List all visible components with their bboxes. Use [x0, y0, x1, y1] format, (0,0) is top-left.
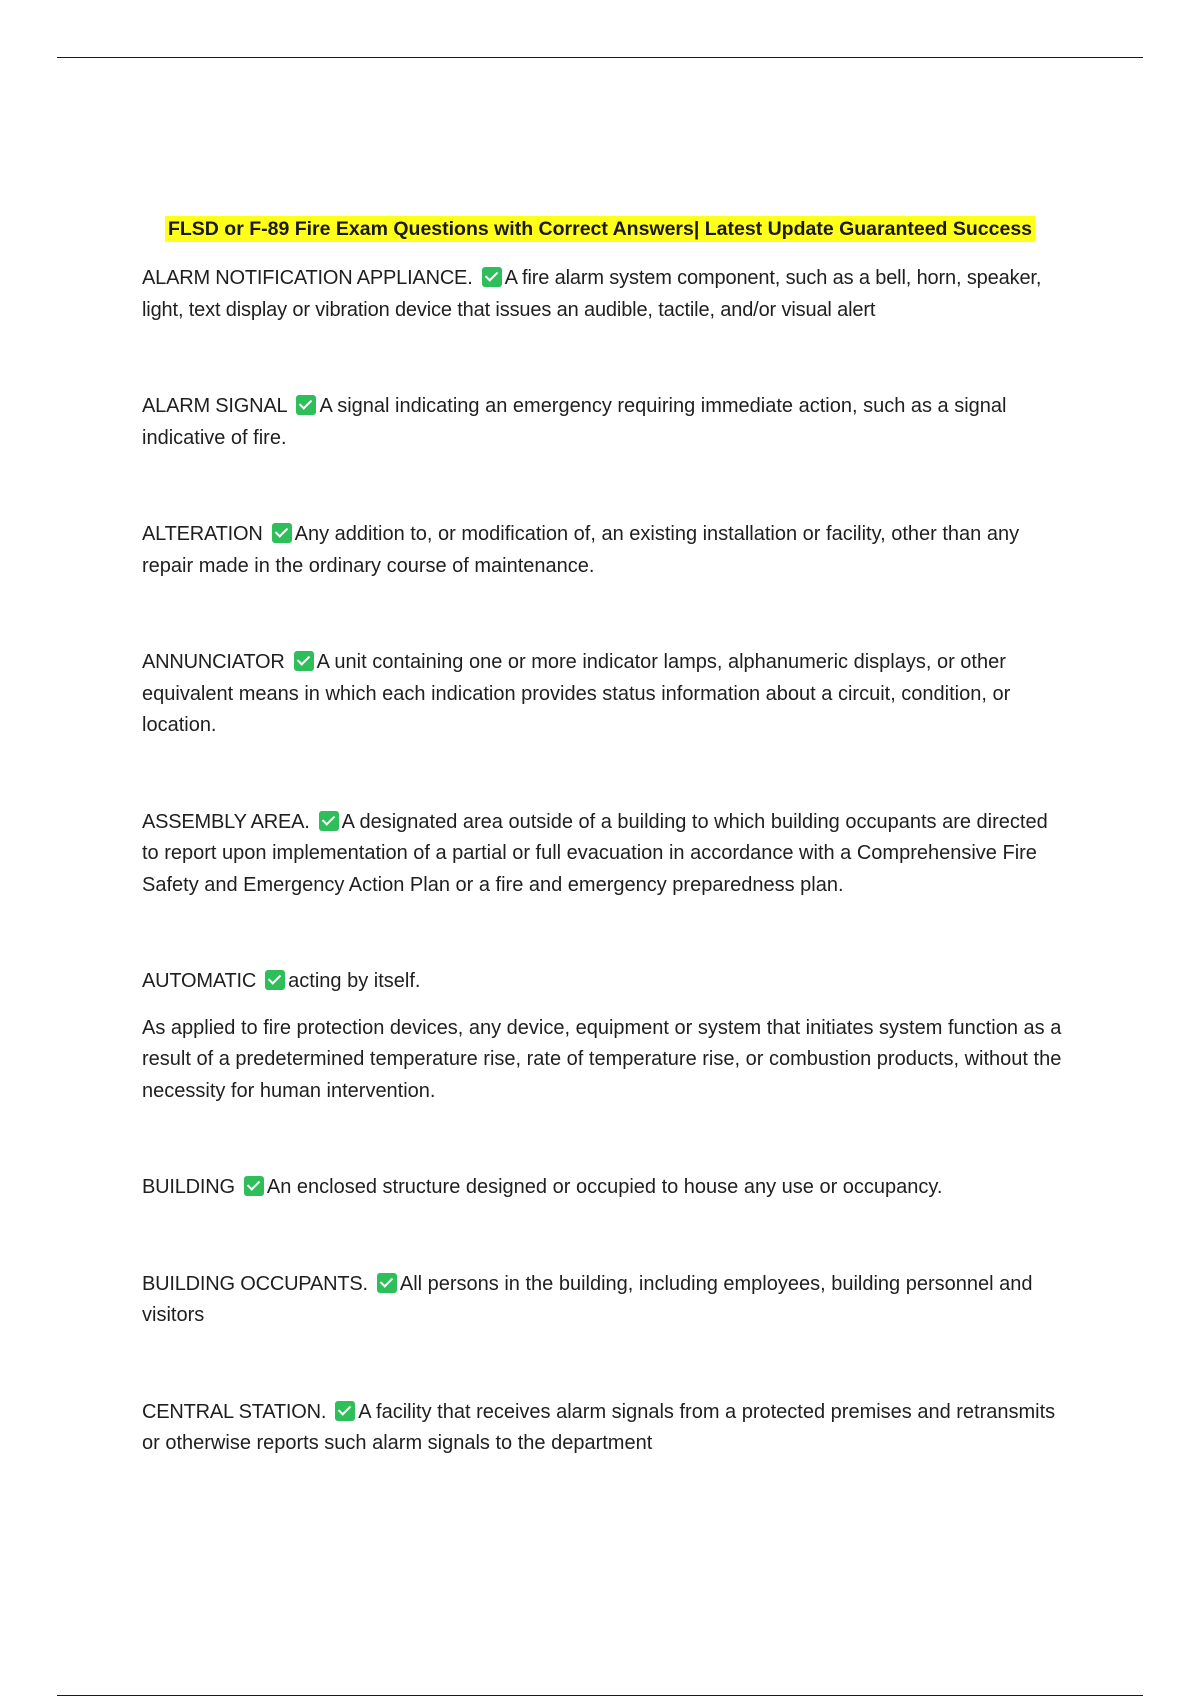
entry-definition: A fire alarm system component, such as a bell, horn, speaker, light, text display or vibration device that issues an audible, tactile, and/or visual alert — [142, 267, 1042, 321]
entry-alarm-notification-appliance — [142, 263, 1062, 326]
green-check-icon — [272, 523, 292, 543]
entry-text — [142, 807, 1062, 902]
header-rule — [57, 57, 1143, 58]
entry-assembly-area — [142, 807, 1062, 902]
entry-definition: Any addition to, or modification of, an existing installation or facility, other than any repair made in the ordinary course of maintenance. — [142, 523, 1020, 577]
entry-term: ANNUNCIATOR — [142, 651, 285, 673]
entry-definition: acting by itself. — [288, 970, 421, 992]
entry-text — [142, 1397, 1062, 1460]
entry-definition: A designated area outside of a building to which building occupants are directed to report upon implementation of a partial or full evacuation in accordance with a Comprehensive Fire Safety and Emergency Action Plan or a fire and emergency preparedness plan. — [142, 810, 1048, 896]
entry-text — [142, 519, 1062, 582]
entry-term: ALARM SIGNAL — [142, 395, 288, 417]
entry-extra-text: As applied to fire protection devices, any device, equipment or system that initiates system function as a result of a predetermined temperature rise, rate of temperature rise, or combustion products, without the necessity for human intervention. — [142, 1016, 1062, 1102]
entry-text — [142, 1269, 1062, 1332]
green-check-icon — [294, 651, 314, 671]
entry-text — [142, 647, 1062, 742]
title-container — [150, 216, 1050, 242]
green-check-icon — [377, 1273, 397, 1293]
entry-central-station — [142, 1397, 1062, 1460]
entry-automatic — [142, 966, 1062, 1107]
green-check-icon — [265, 970, 285, 990]
entry-definition: A signal indicating an emergency requiring immediate action, such as a signal indicative of fire. — [142, 395, 1007, 449]
entry-term: ALARM NOTIFICATION APPLIANCE. — [142, 267, 473, 289]
entry-text — [142, 391, 1062, 454]
green-check-icon — [335, 1401, 355, 1421]
green-check-icon — [482, 267, 502, 287]
green-check-icon — [296, 395, 316, 415]
entry-list — [142, 263, 1062, 1525]
entry-text — [142, 966, 1062, 998]
entry-term: BUILDING — [142, 1176, 235, 1198]
entry-building-occupants — [142, 1269, 1062, 1332]
entry-text — [142, 1172, 1062, 1204]
entry-text — [142, 263, 1062, 326]
entry-term: ALTERATION — [142, 523, 263, 545]
entry-term: CENTRAL STATION. — [142, 1400, 327, 1423]
entry-alarm-signal — [142, 391, 1062, 454]
entry-definition: All persons in the building, including employees, building personnel and visitors — [142, 1272, 1033, 1326]
entry-term: BUILDING OCCUPANTS. — [142, 1272, 368, 1295]
entry-building — [142, 1172, 1062, 1204]
green-check-icon — [244, 1176, 264, 1196]
entry-definition: A facility that receives alarm signals from a protected premises and retransmits or otherwise reports such alarm signals to the department — [142, 1400, 1056, 1454]
document-title: FLSD or F-89 Fire Exam Questions with Correct Answers| Latest Update Guaranteed Success — [165, 216, 1035, 242]
green-check-icon — [319, 811, 339, 831]
entry-definition: A unit containing one or more indicator lamps, alphanumeric displays, or other equivalent means in which each indication provides status information about a circuit, condition, or location. — [142, 651, 1011, 736]
entry-term: ASSEMBLY AREA. — [142, 810, 310, 833]
footer-rule — [57, 1695, 1143, 1696]
entry-term: AUTOMATIC — [142, 970, 257, 992]
entry-definition: An enclosed structure designed or occupied to house any use or occupancy. — [266, 1176, 943, 1198]
entry-annunciator — [142, 647, 1062, 742]
entry-alteration — [142, 519, 1062, 582]
